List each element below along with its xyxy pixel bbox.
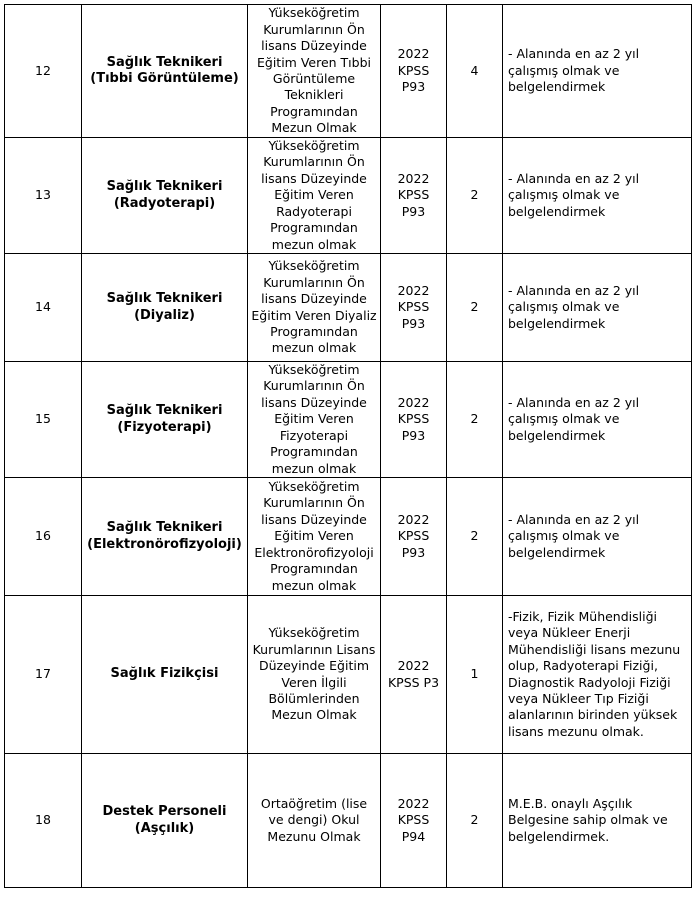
position-count-cell <box>447 254 503 362</box>
education-requirement-line: Elektronörofizyoloji <box>254 544 374 560</box>
position-title-line: (Aşçılık) <box>134 820 195 836</box>
education-requirement-line: Programından <box>270 103 358 119</box>
kpss-score-type-line: 2022 <box>397 282 430 298</box>
row-number-cell <box>5 138 82 254</box>
other-requirements-line: - Alanında en az 2 yıl <box>508 170 640 186</box>
table-row <box>5 254 692 362</box>
position-title-cell <box>82 254 248 362</box>
position-title-cell <box>82 362 248 478</box>
education-requirement-line: Programından <box>270 561 358 577</box>
other-requirements-line: belgelendirmek <box>508 203 606 219</box>
position-title-line: Sağlık Fizikçisi <box>110 666 219 682</box>
row-number: 16 <box>35 528 51 544</box>
row-number-cell <box>5 754 82 888</box>
kpss-score-type-line: 2022 <box>397 511 430 527</box>
education-requirement-line: Eğitim Veren Tıbbi <box>256 54 371 70</box>
kpss-score-type-line: KPSS <box>397 187 430 203</box>
education-requirement-line: Kurumlarının Ön <box>263 154 365 170</box>
kpss-score-type-cell <box>381 362 447 478</box>
position-count: 2 <box>470 528 479 544</box>
education-requirement-line: mezun olmak <box>271 340 357 356</box>
education-requirement-line: Kurumlarının Ön <box>263 378 365 394</box>
other-requirements-cell <box>503 754 692 888</box>
education-requirement-line: Kurumlarının Lisans <box>252 641 376 657</box>
education-requirement-line: Düzeyinde Eğitim <box>258 658 370 674</box>
table-row <box>5 596 692 754</box>
row-number-cell <box>5 5 82 138</box>
position-count: 2 <box>470 187 479 203</box>
education-requirement-line: Yükseköğretim <box>268 362 360 378</box>
position-title-cell <box>82 596 248 754</box>
kpss-score-type-line: 2022 <box>397 658 430 674</box>
other-requirements-line: çalışmış olmak ve <box>508 411 620 427</box>
other-requirements-line: veya Nükleer Tıp Fiziği <box>508 690 649 706</box>
other-requirements-line: - Alanında en az 2 yıl <box>508 394 640 410</box>
other-requirements-line: belgelendirmek <box>508 544 606 560</box>
education-requirement-line: Görüntüleme <box>272 71 356 86</box>
other-requirements-line: Diagnostik Radyoloji Fiziği <box>508 674 671 690</box>
other-requirements-cell <box>503 138 692 254</box>
kpss-score-type-line: P93 <box>401 79 426 95</box>
position-count: 2 <box>470 411 479 427</box>
education-requirement-line: Yükseköğretim <box>268 138 360 154</box>
row-number: 15 <box>35 411 51 427</box>
position-count-cell <box>447 754 503 888</box>
education-requirement-line: Bölümlerinden <box>268 690 360 706</box>
position-title-line: (Radyoterapi) <box>113 195 216 211</box>
position-title-line: Destek Personeli <box>102 804 227 820</box>
position-title-line: (Elektronörofizyoloji) <box>87 536 242 552</box>
education-requirement-line: Mezun Olmak <box>271 707 357 723</box>
education-requirement-line: lisans Düzeyinde <box>261 291 367 307</box>
position-title-cell <box>82 5 248 138</box>
other-requirements-line: çalışmış olmak ve <box>508 299 620 315</box>
kpss-score-type-line: KPSS P3 <box>387 674 440 690</box>
education-requirement-line: Programından <box>270 323 358 339</box>
kpss-score-type-cell <box>381 754 447 888</box>
education-requirement-line: lisans Düzeyinde <box>261 511 367 527</box>
education-requirement-line: Yükseköğretim <box>268 5 360 21</box>
education-requirement-line: Eğitim Veren Diyaliz <box>251 307 377 323</box>
position-count: 2 <box>470 812 479 828</box>
kpss-score-type-line: KPSS <box>397 299 430 315</box>
position-count: 1 <box>470 666 479 682</box>
kpss-score-type-line: P93 <box>401 203 426 219</box>
education-requirement-line: lisans Düzeyinde <box>261 38 367 54</box>
position-title-cell <box>82 754 248 888</box>
other-requirements-line: belgelendirmek <box>508 427 606 443</box>
row-number-cell <box>5 362 82 478</box>
row-number: 13 <box>35 187 51 203</box>
row-number: 12 <box>35 62 51 78</box>
position-title-line: (Tıbbi Görüntüleme) <box>90 71 239 86</box>
education-requirement-line: lisans Düzeyinde <box>261 170 367 186</box>
position-count-cell <box>447 5 503 138</box>
kpss-score-type-line: KPSS <box>397 411 430 427</box>
other-requirements-line: belgelendirmek. <box>508 828 610 844</box>
education-requirement-cell <box>248 138 381 254</box>
kpss-score-type-line: 2022 <box>397 170 430 186</box>
education-requirement-cell <box>248 5 381 138</box>
other-requirements-line: M.E.B. onaylı Aşçılık <box>508 795 633 811</box>
row-number: 14 <box>35 299 51 315</box>
kpss-score-type-line: KPSS <box>397 812 430 828</box>
position-title-line: Sağlık Teknikeri <box>106 54 223 70</box>
kpss-score-type-line: KPSS <box>397 528 430 544</box>
position-title-cell <box>82 138 248 254</box>
kpss-score-type-cell <box>381 5 447 138</box>
other-requirements-line: - Alanında en az 2 yıl <box>508 46 640 62</box>
education-requirement-line: mezun olmak <box>271 577 357 593</box>
education-requirement-line: Ortaöğretim (lise <box>260 795 368 811</box>
position-count-cell <box>447 138 503 254</box>
education-requirement-line: mezun olmak <box>271 460 357 476</box>
other-requirements-line: Belgesine sahip olmak ve <box>508 812 668 828</box>
other-requirements-line: - Alanında en az 2 yıl <box>508 511 640 527</box>
other-requirements-line: -Fizik, Fizik Mühendisliği <box>508 608 657 624</box>
kpss-score-type-cell <box>381 254 447 362</box>
row-number-cell <box>5 596 82 754</box>
other-requirements-cell <box>503 254 692 362</box>
kpss-score-type-line: P93 <box>401 427 426 443</box>
education-requirement-cell <box>248 362 381 478</box>
education-requirement-cell <box>248 596 381 754</box>
other-requirements-line: alanlarının birinden yüksek <box>508 707 678 723</box>
row-number: 18 <box>35 812 51 828</box>
kpss-score-type-cell <box>381 596 447 754</box>
kpss-score-type-cell <box>381 138 447 254</box>
table-row <box>5 362 692 478</box>
education-requirement-line: Mezunu Olmak <box>267 828 361 844</box>
table-row <box>5 754 692 888</box>
table-row <box>5 478 692 596</box>
education-requirement-line: Kurumlarının Ön <box>263 21 365 37</box>
positions-table <box>4 4 692 888</box>
other-requirements-line: çalışmış olmak ve <box>508 528 620 544</box>
other-requirements-line: belgelendirmek <box>508 315 606 331</box>
row-number-cell <box>5 478 82 596</box>
kpss-score-type-line: 2022 <box>397 46 430 62</box>
other-requirements-line: belgelendirmek <box>508 79 606 95</box>
other-requirements-cell <box>503 362 692 478</box>
other-requirements-cell <box>503 596 692 754</box>
other-requirements-line: - Alanında en az 2 yıl <box>508 282 640 298</box>
education-requirement-cell <box>248 478 381 596</box>
education-requirement-cell <box>248 254 381 362</box>
position-count: 2 <box>470 299 479 315</box>
position-title-line: Sağlık Teknikeri <box>106 291 223 307</box>
other-requirements-line: çalışmış olmak ve <box>508 187 620 203</box>
education-requirement-line: Yükseköğretim <box>268 479 360 495</box>
other-requirements-cell <box>503 5 692 138</box>
education-requirement-line: Eğitim Veren <box>274 187 354 203</box>
position-count-cell <box>447 478 503 596</box>
table-row <box>5 138 692 254</box>
other-requirements-cell <box>503 478 692 596</box>
position-count-cell <box>447 596 503 754</box>
position-title-line: Sağlık Teknikeri <box>106 179 223 195</box>
education-requirement-line: mezun olmak <box>271 236 357 252</box>
education-requirement-line: Veren İlgili <box>281 674 347 690</box>
education-requirement-line: lisans Düzeyinde <box>261 394 367 410</box>
kpss-score-type-line: KPSS <box>397 62 430 78</box>
kpss-score-type-line: P93 <box>401 315 426 331</box>
education-requirement-line: Mezun Olmak <box>271 120 357 136</box>
kpss-score-type-cell <box>381 478 447 596</box>
education-requirement-line: Teknikleri <box>284 87 344 103</box>
education-requirement-line: ve dengi) Okul <box>268 812 360 828</box>
position-title-line: Sağlık Teknikeri <box>106 520 223 536</box>
table-row <box>5 5 692 138</box>
education-requirement-line: Kurumlarının Ön <box>263 495 365 511</box>
education-requirement-line: Eğitim Veren <box>274 528 354 544</box>
position-count-cell <box>447 362 503 478</box>
education-requirement-line: Yükseköğretim <box>268 258 360 274</box>
kpss-score-type-line: P94 <box>401 828 426 844</box>
position-title-line: Sağlık Teknikeri <box>106 403 223 419</box>
education-requirement-line: Programından <box>270 444 358 460</box>
education-requirement-line: Radyoterapi <box>276 203 352 219</box>
position-title-line: (Fizyoterapi) <box>117 419 212 435</box>
row-number-cell <box>5 254 82 362</box>
position-title-line: (Diyaliz) <box>134 307 195 323</box>
education-requirement-line: Fizyoterapi <box>279 427 349 443</box>
positions-table-body <box>5 5 692 888</box>
other-requirements-line: çalışmış olmak ve <box>508 62 620 78</box>
kpss-score-type-line: P93 <box>401 544 426 560</box>
education-requirement-line: Kurumlarının Ön <box>263 274 365 290</box>
education-requirement-line: Programından <box>270 220 358 236</box>
position-count: 4 <box>470 62 479 78</box>
other-requirements-line: veya Nükleer Enerji <box>508 625 631 641</box>
education-requirement-line: Yükseköğretim <box>268 625 360 641</box>
education-requirement-line: Eğitim Veren <box>274 411 354 427</box>
kpss-score-type-line: 2022 <box>397 795 430 811</box>
position-title-cell <box>82 478 248 596</box>
education-requirement-cell <box>248 754 381 888</box>
other-requirements-line: Mühendisliği lisans mezunu <box>508 641 681 657</box>
row-number: 17 <box>35 666 51 682</box>
kpss-score-type-line: 2022 <box>397 394 430 410</box>
other-requirements-line: olup, Radyoterapi Fiziği, <box>508 658 658 674</box>
other-requirements-line: lisans mezunu olmak. <box>508 723 644 739</box>
